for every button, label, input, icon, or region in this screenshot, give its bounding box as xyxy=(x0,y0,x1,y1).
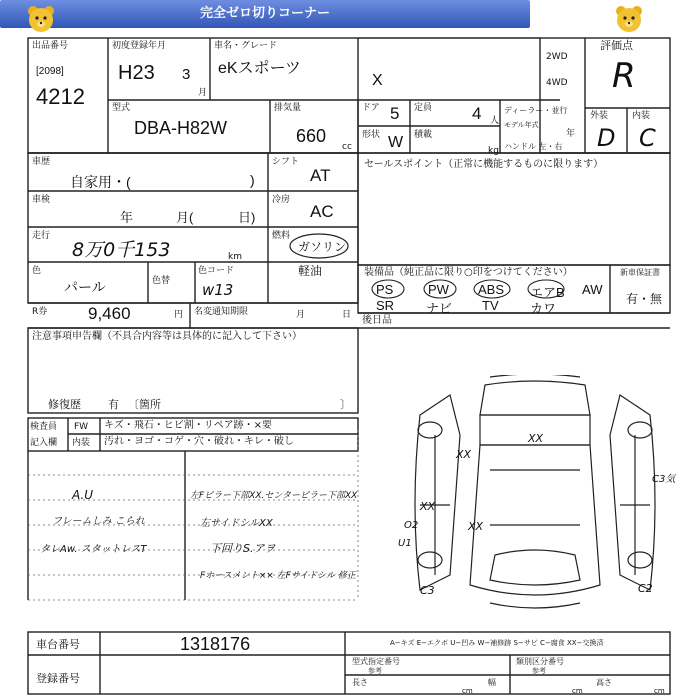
banner-title: 完全ゼロ切りコーナー xyxy=(0,0,530,28)
displacement-value: 660 xyxy=(296,126,327,146)
shape-value: W xyxy=(388,134,404,151)
equipment-navi: ナビ xyxy=(426,301,453,316)
history-label: 車歴 xyxy=(32,157,51,167)
loading-label: 積載 xyxy=(414,130,433,140)
handle-label: ハンドル 左・右 xyxy=(504,142,563,151)
damage-mark-o2: O2 xyxy=(404,520,419,531)
after-sale-label: 後日品 xyxy=(362,315,392,326)
reference-label-2: 参考 xyxy=(532,667,546,675)
inspection-month: 月( xyxy=(176,210,194,225)
note-right-4: Fホースメント×× 左Fサイドシル 修正 xyxy=(200,571,356,581)
shape-label: 形状 xyxy=(362,130,381,140)
fuel-diesel: 軽油 xyxy=(298,264,323,278)
registration-month: 3 xyxy=(182,66,191,83)
capacity-label: 定員 xyxy=(414,103,433,113)
inspector-label-2: 記入欄 xyxy=(30,438,58,448)
model-label: 型式 xyxy=(112,103,131,113)
height-label: 高さ xyxy=(596,678,612,687)
width-label: 幅 xyxy=(488,678,496,687)
drive-4wd: 4WD xyxy=(546,78,568,88)
displacement-label: 排気量 xyxy=(274,103,302,113)
inspector-row2: 汚れ・ヨゴ・コゲ・穴・破れ・キレ・破し xyxy=(104,436,294,447)
length-label: 長さ xyxy=(352,678,368,687)
registration-era-year: H23 xyxy=(118,62,155,84)
inspection-year: 年 xyxy=(120,210,134,225)
recycle-unit: 円 xyxy=(174,310,184,320)
damage-mark-xx-4: XX xyxy=(468,520,484,533)
capacity-unit: 人 xyxy=(490,116,500,126)
note-left-2: フレームしみ こられ xyxy=(52,516,145,527)
registration-label: 登録番号 xyxy=(36,672,80,685)
lot-sub-number: [2098] xyxy=(36,66,64,77)
note-right-2: 左サイドシルXX xyxy=(200,518,273,529)
class-code-label: 類別区分番号 xyxy=(516,657,564,666)
mileage-label: 走行 xyxy=(32,231,51,241)
equipment-label: 装備品（純正品に限り○印をつけてください） xyxy=(364,267,573,278)
aircon-label: 冷房 xyxy=(272,195,291,205)
exterior-label: 外装 xyxy=(590,111,609,121)
color-value: パール xyxy=(64,279,106,295)
displacement-unit: cc xyxy=(342,142,352,152)
history-close: ) xyxy=(250,172,255,188)
capacity-value: 4 xyxy=(472,104,482,123)
length-unit: cm xyxy=(462,687,473,695)
doors-label: ドア xyxy=(362,103,380,113)
repair-close: 〕 xyxy=(340,398,351,411)
inspector-interior: 内装 xyxy=(72,438,91,448)
lot-number-label: 出品番号 xyxy=(32,41,69,51)
fuel-gasoline: ガソリン xyxy=(298,240,347,254)
notes-label: 注意事項申告欄（不具合内容等は具体的に記入して下さい） xyxy=(32,331,302,342)
shift-label: シフト xyxy=(272,157,300,167)
fuel-label: 燃料 xyxy=(272,231,291,241)
inspector-fw: FW xyxy=(74,422,89,432)
damage-mark-xx-3: XX xyxy=(420,500,436,513)
mileage-unit: km xyxy=(228,252,242,262)
reference-label-1: 参考 xyxy=(368,667,382,675)
damage-legend: A−キズ E−エクボ U−凹み W−補修跡 S−サビ C−腐食 XX−交換済 xyxy=(390,639,604,647)
color-code-label: 色コード xyxy=(198,266,235,276)
color-change-label: 色替 xyxy=(152,276,171,286)
repair-value: 有 xyxy=(108,398,119,411)
lot-number: 4212 xyxy=(36,84,85,109)
equipment-airbag: エアB xyxy=(530,285,565,300)
equipment-ps: PS xyxy=(376,282,394,297)
model-cert-label: 型式指定番号 xyxy=(352,657,400,666)
car-name: eKスポーツ xyxy=(218,60,301,77)
doors-value: 5 xyxy=(390,104,400,123)
warranty-label: 新車保証書 xyxy=(620,268,660,277)
inspection-day: 日) xyxy=(238,210,256,225)
recycle-label: R券 xyxy=(32,307,48,317)
dealer-label: ディーラー・並行 xyxy=(504,106,568,115)
repair-part: 〔箇所 xyxy=(128,398,161,411)
interior-score: C xyxy=(639,124,656,152)
exterior-score: D xyxy=(597,124,616,152)
color-code: w13 xyxy=(202,281,234,299)
note-right-3: 下回りS.アヲ xyxy=(210,542,276,555)
equipment-leather: カワ xyxy=(530,301,557,316)
color-label: 色 xyxy=(32,266,42,276)
notice-day: 日 xyxy=(342,310,352,320)
month-unit: 月 xyxy=(198,88,208,98)
repair-label: 修復歴 xyxy=(48,398,81,411)
damage-mark-xx-2: XX xyxy=(456,448,472,461)
history-value: 自家用・( xyxy=(70,174,131,190)
damage-mark-c3-bottom: C3 xyxy=(420,584,435,597)
first-registration-label: 初度登録年月 xyxy=(112,41,167,51)
recycle-value: 9,460 xyxy=(88,304,131,323)
shift-value: AT xyxy=(310,166,331,185)
height-unit: cm xyxy=(654,687,665,695)
interior-label: 内装 xyxy=(632,111,651,121)
equipment-sr: SR xyxy=(376,298,395,313)
equipment-pw: PW xyxy=(428,282,449,297)
mileage-value: 8万0千153 xyxy=(72,239,171,261)
equipment-circle-marks xyxy=(368,278,568,300)
width-unit: cm xyxy=(572,687,583,695)
equipment-aw: AW xyxy=(582,282,603,297)
car-grade: X xyxy=(372,72,383,89)
year-unit: 年 xyxy=(566,129,576,139)
drive-2wd: 2WD xyxy=(546,52,568,62)
notice-label: 名変通知期限 xyxy=(194,307,249,317)
chassis-label: 車台番号 xyxy=(36,638,80,651)
inspector-row1: キズ・飛石・ヒビ割・リペア跡・×要 xyxy=(104,420,272,431)
damage-mark-c3-right: C3気 xyxy=(652,474,676,485)
inspection-label: 車検 xyxy=(32,195,51,205)
damage-mark-xx-1: XX xyxy=(528,432,544,445)
model-code: DBA-H82W xyxy=(134,118,228,138)
car-name-label: 車名・グレード xyxy=(214,41,278,51)
score-value: R xyxy=(612,56,636,96)
sales-point-label: セールスポイント（正常に機能するものに限ります） xyxy=(364,159,604,170)
note-left-1: A.U xyxy=(72,488,94,502)
aircon-value: AC xyxy=(310,202,334,221)
inspector-label-1: 検査員 xyxy=(30,422,58,432)
damage-mark-u1: U1 xyxy=(398,538,412,549)
score-label: 評価点 xyxy=(600,39,633,52)
damage-mark-c2: C2 xyxy=(638,582,653,595)
loading-unit: kg xyxy=(488,146,499,156)
chassis-number: 1318176 xyxy=(180,634,251,654)
note-left-3: タレAw. スタットレスT xyxy=(40,544,147,555)
note-right-1: 左Fピラー下部XX.センターピラー下部XX xyxy=(190,491,358,501)
fuel-circle-mark xyxy=(288,232,350,260)
equipment-tv: TV xyxy=(482,298,499,313)
model-year-label: モデル年式 xyxy=(504,121,539,129)
warranty-value: 有・無 xyxy=(626,292,663,306)
equipment-abs: ABS xyxy=(478,282,505,297)
notice-month: 月 xyxy=(296,310,306,320)
